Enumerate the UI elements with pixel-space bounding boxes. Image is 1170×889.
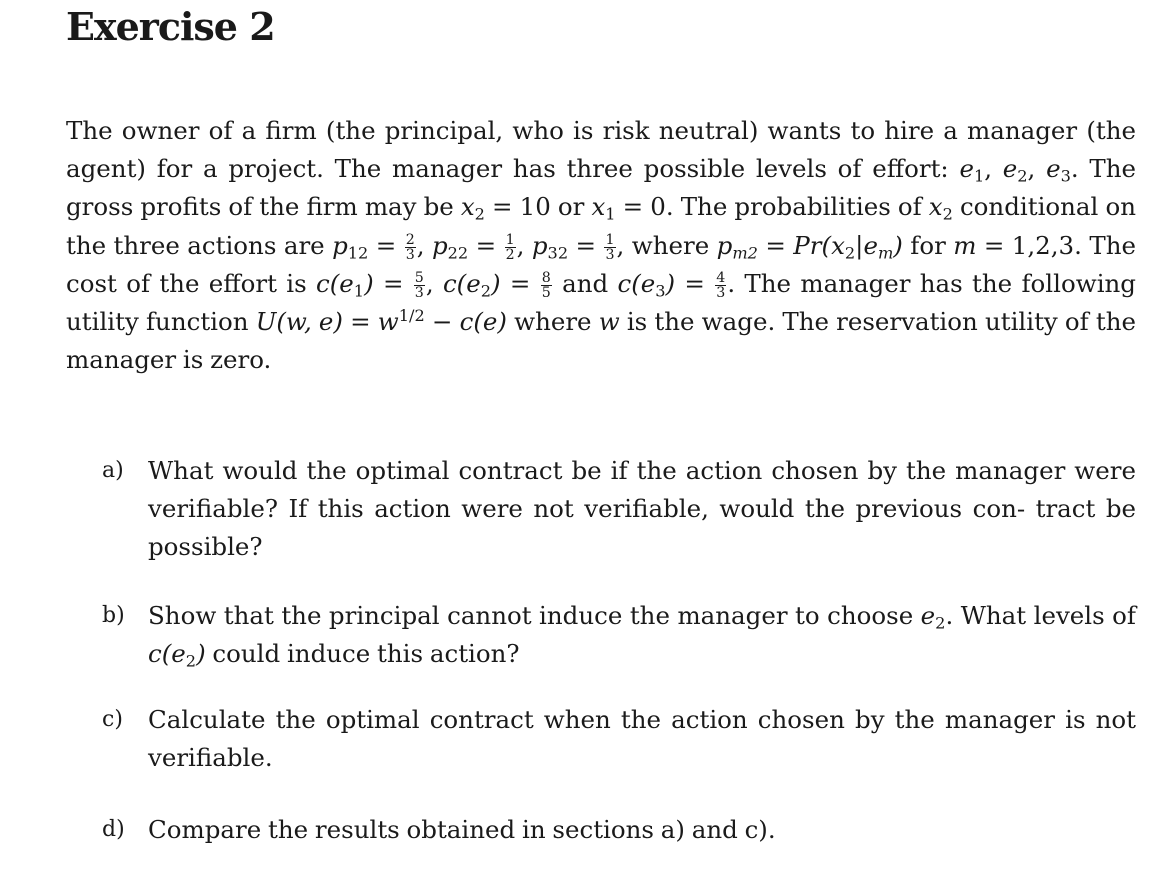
math-p12: $p_{12}$: [332, 230, 369, 263]
math-cost-function: c(e): [459, 307, 507, 337]
fraction-1-2: $\frac{1}{2}$: [505, 231, 515, 263]
math-e2: $e_2$: [920, 600, 946, 633]
fraction-5-3: $\frac{5}{3}$: [414, 270, 424, 302]
math-c-e3: $c(e_3)$: [617, 268, 676, 301]
question-a: [102, 452, 1136, 567]
question-text: What would the optimal contract be if the action chosen by the manager were verifiable? If this action were not verifiable, would the previous con- tract be possible?: [148, 456, 1136, 562]
math-conditional-prob: $Pr(x_2|em)$: [793, 230, 903, 263]
fraction-2-3: $\frac{2}{3}$: [405, 231, 415, 263]
math-w: w: [598, 307, 620, 337]
fraction-1-3: $\frac{1}{3}$: [605, 231, 615, 263]
math-x2: $x_2$: [460, 192, 485, 224]
question-text: Calculate the optimal contract when the action chosen by the manager is not verifiable.: [148, 705, 1136, 773]
math-x2: $x_2$: [928, 192, 953, 224]
math-e2: $e_2$: [1002, 154, 1028, 186]
exercise-title: Exercise 2: [66, 4, 275, 49]
question-marker: d): [102, 817, 125, 843]
question-c: [102, 701, 1136, 777]
math-c-e2: $c(e_2)$: [148, 638, 206, 671]
math-utility-function: U(w, e): [255, 307, 343, 337]
fraction-8-5: $\frac{8}{5}$: [541, 270, 551, 302]
problem-statement: The owner of a firm (the principal, who is risk neutral) wants to hire a manager (the agent) for a project. The manager has three possible levels of effort: $e_1$, $e_2$, $e_3$. The gross profits of the firm may be $x_2 = 10$ or $x_1 = 0$. The probabilities of $x_2$ conditional on the three actions are $p_{12}$ = $\frac{2}{3}$ , $p_{22}$ = $\frac{1}{2}$ , $p_{32}$ = $\frac{1}{3}$ , where $pm2 = Pr(x_2|em)$ for m = 1,2,3. The cost of the effort is $c(e_1)$ = $\frac{5}{3}$ , $c(e_2)$ = $\frac{8}{5}$ and $c(e_3)$ = $\frac{4}{3}$ . The manager has the following utility function U(w, $e) = w^{1/2} - c(e)$ where w is the wage. The reservation utility of the manager is zero.: [66, 116, 1137, 375]
math-p32: $p_{32}$: [531, 230, 569, 263]
math-w-power: $w^{1/2}$: [377, 306, 425, 337]
math-p22: $p_{22}$: [431, 230, 469, 263]
question-text: Compare the results obtained in sections a) and c).: [148, 815, 776, 845]
math-e3: $e_3$: [1046, 154, 1071, 186]
problem-text: The owner of a firm (the principal, who is risk neutral) wants to hire a manager (the agent) for a project. The manager has three possible levels of effort:: [66, 116, 1136, 184]
math-m: m: [953, 230, 977, 260]
math-pm2: pm2: [716, 230, 758, 263]
math-c-e2: $c(e_2)$: [442, 268, 501, 301]
question-marker: b): [102, 602, 125, 628]
question-d: [102, 811, 1136, 849]
math-e1: $e_1$: [959, 154, 985, 186]
question-b: b) Show that the principal cannot induce the manager to choose $e_2$. What levels of $c(e_2)$ could induce this action?: [102, 597, 1136, 673]
math-x1: $x_1$: [591, 192, 616, 224]
question-list: [102, 452, 1136, 880]
question-marker: c): [102, 707, 123, 733]
fraction-4-3: $\frac{4}{3}$: [716, 270, 726, 302]
question-text: Show that the principal cannot induce the manager to choose: [148, 600, 921, 630]
math-c-e1: $c(e_1)$: [316, 268, 374, 301]
question-marker: a): [102, 458, 124, 483]
